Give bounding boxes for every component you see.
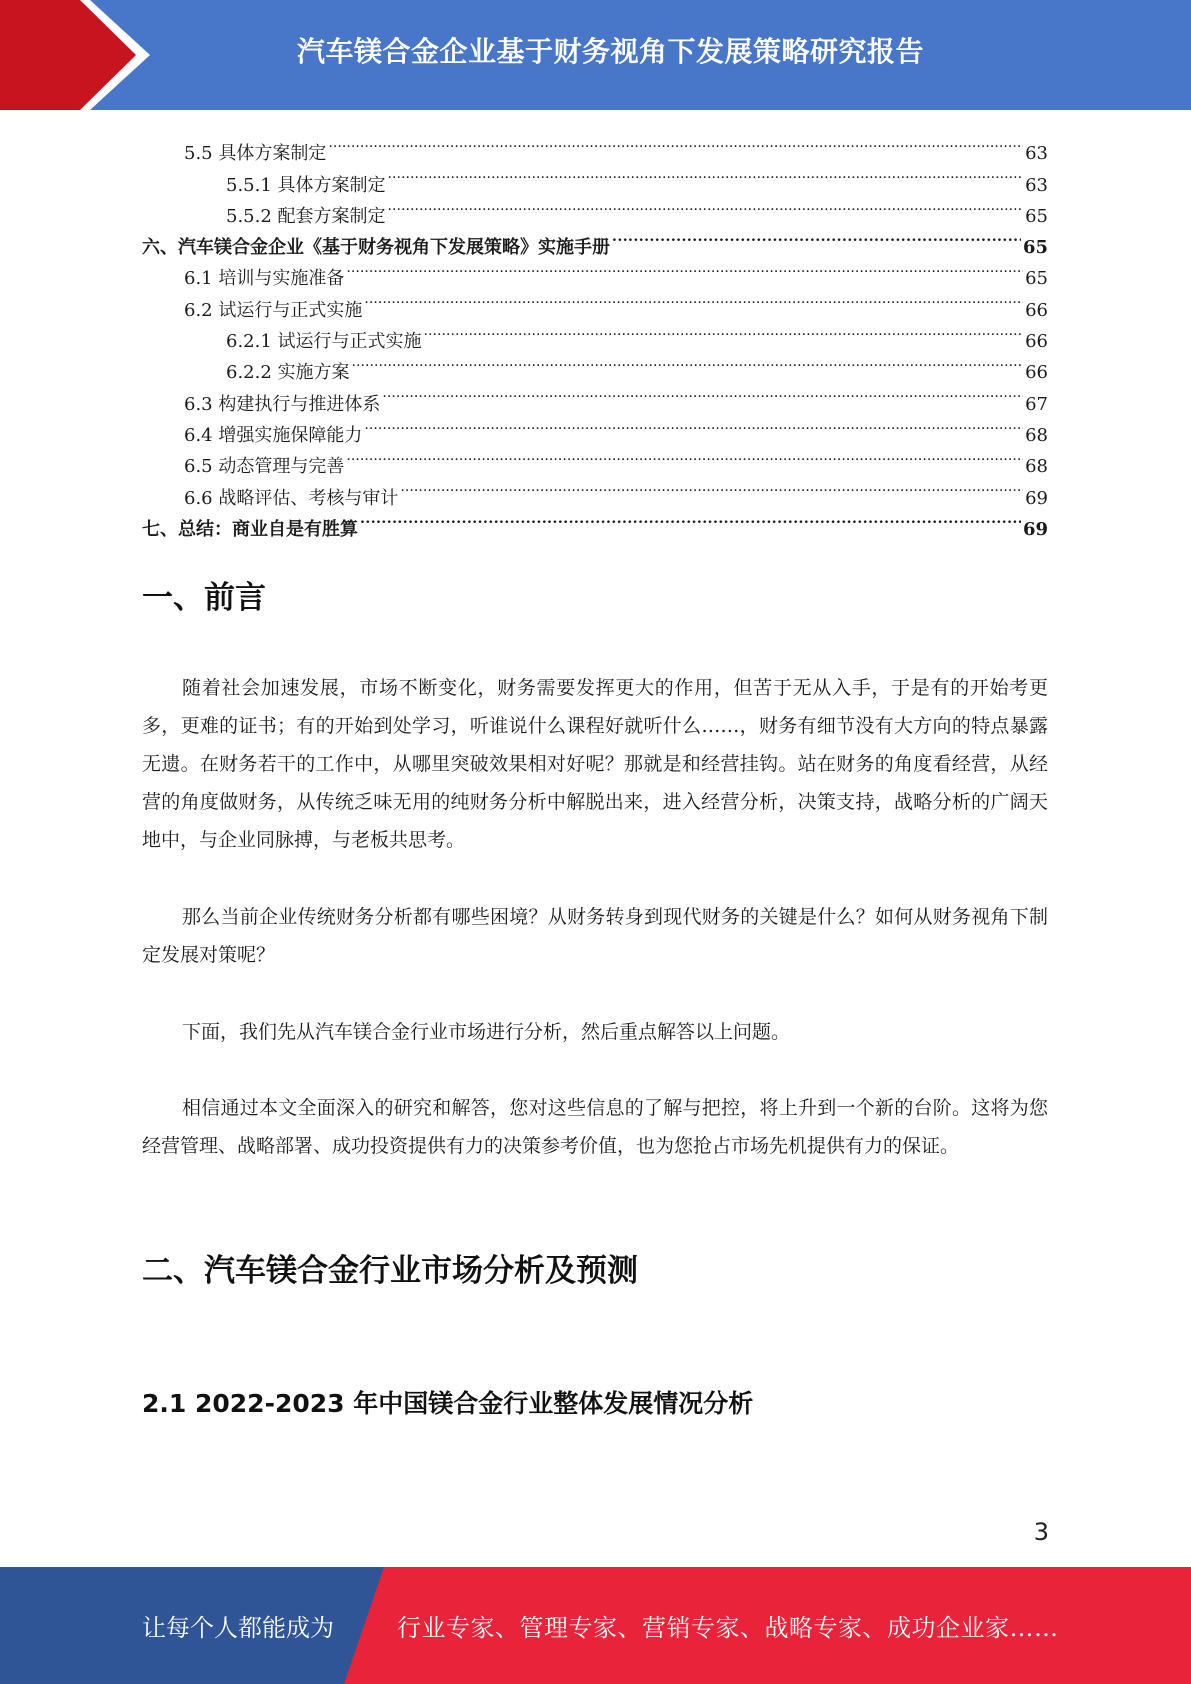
toc-entry-page: 67 bbox=[1025, 393, 1048, 415]
toc-entry-page: 66 bbox=[1025, 362, 1048, 384]
toc-entry-label: 6.3 构建执行与推进体系 bbox=[184, 393, 381, 415]
paragraph: 下面，我们先从汽车镁合金行业市场进行分析，然后重点解答以上问题。 bbox=[182, 1021, 791, 1043]
toc-entry-page: 66 bbox=[1025, 331, 1048, 353]
toc-dot-leader bbox=[424, 316, 1024, 347]
subsection-heading: 2.1 2022-2023 年中国镁合金行业整体发展情况分析 bbox=[142, 1389, 754, 1418]
toc-entry-label: 七、总结：商业自是有胜算 bbox=[142, 518, 358, 540]
report-title: 汽车镁合金企业基于财务视角下发展策略研究报告 bbox=[296, 35, 924, 68]
toc-dot-leader bbox=[382, 378, 1023, 409]
toc-entry-label: 6.1 培训与实施准备 bbox=[184, 268, 345, 290]
chevron-arrow-icon bbox=[0, 0, 150, 110]
toc-entry-label: 6.4 增强实施保障能力 bbox=[184, 424, 363, 446]
toc-dot-leader bbox=[388, 191, 1024, 222]
toc-dot-leader bbox=[328, 128, 1023, 159]
toc-entry-label: 6.2.1 试运行与正式实施 bbox=[226, 331, 422, 353]
toc-dot-leader bbox=[388, 159, 1024, 190]
toc-entry-label: 6.5 动态管理与完善 bbox=[184, 456, 345, 478]
toc-entry-label: 6.2.2 实施方案 bbox=[226, 362, 350, 384]
toc-entry-page: 65 bbox=[1025, 268, 1048, 290]
footer-banner bbox=[0, 1567, 1191, 1684]
toc-dot-leader bbox=[352, 347, 1024, 378]
header-banner bbox=[0, 0, 1191, 110]
toc-entry-label: 5.5.2 配套方案制定 bbox=[226, 205, 386, 227]
toc-entry-label: 5.5 具体方案制定 bbox=[184, 143, 327, 165]
page-number: 3 bbox=[1033, 1518, 1049, 1546]
toc-dot-leader bbox=[400, 472, 1023, 503]
toc-dot-leader bbox=[346, 253, 1023, 284]
paragraph: 那么当前企业传统财务分析都有哪些困境？从财务转身到现代财务的关键是什么？如何从财务视角下制定发展对策呢？ bbox=[142, 906, 1048, 966]
section-heading-preface: 一、前言 bbox=[142, 580, 266, 616]
toc-entry-page: 63 bbox=[1025, 174, 1048, 196]
toc-entry-page: 65 bbox=[1025, 205, 1048, 227]
toc-dot-leader bbox=[364, 284, 1023, 315]
toc-dot-leader bbox=[346, 441, 1023, 472]
table-of-contents bbox=[142, 128, 1048, 540]
footer-slogan-left: 让每个人都能成为 bbox=[142, 1614, 334, 1642]
toc-entry-page: 68 bbox=[1025, 456, 1048, 478]
toc-dot-leader bbox=[360, 504, 1021, 535]
toc-entry-page: 68 bbox=[1025, 424, 1048, 446]
toc-dot-leader bbox=[612, 222, 1021, 253]
toc-entry-page: 66 bbox=[1025, 299, 1048, 321]
toc-entry-page: 69 bbox=[1022, 518, 1048, 540]
toc-dot-leader bbox=[364, 410, 1023, 441]
toc-entry-page: 69 bbox=[1025, 487, 1048, 509]
toc-entry[interactable] bbox=[142, 128, 1048, 165]
toc-entry-label: 6.6 战略评估、考核与审计 bbox=[184, 487, 399, 509]
toc-entry-page: 65 bbox=[1022, 237, 1048, 259]
paragraph: 相信通过本文全面深入的研究和解答，您对这些信息的了解与把控，将上升到一个新的台阶。这将为您经营管理、战略部署、成功投资提供有力的决策参考价值，也为您抢占市场先机提供有力的保证。 bbox=[142, 1097, 1048, 1157]
toc-entry-label: 6.2 试运行与正式实施 bbox=[184, 299, 363, 321]
toc-entry-page: 63 bbox=[1025, 143, 1048, 165]
footer-slogan-right: 行业专家、管理专家、营销专家、战略专家、成功企业家…… bbox=[397, 1614, 1059, 1642]
toc-entry-label: 六、汽车镁合金企业《基于财务视角下发展策略》实施手册 bbox=[142, 237, 610, 259]
toc-entry-label: 5.5.1 具体方案制定 bbox=[226, 174, 386, 196]
section-heading-market: 二、汽车镁合金行业市场分析及预测 bbox=[142, 1253, 638, 1289]
paragraph: 随着社会加速发展，市场不断变化，财务需要发挥更大的作用，但苦于无从入手，于是有的开始考更多，更难的证书；有的开始到处学习，听谁说什么课程好就听什么……，财务有细节没有大方向的特点暴露无遗。在财务若干的工作中，从哪里突破效果相对好呢？那就是和经营挂钩。站在财务的角度看经营，从经营的角度做财务，从传统乏味无用的纯财务分析中解脱出来，进入经营分析，决策支持，战略分析的广阔天地中，与企业同脉搏，与老板共思考。 bbox=[142, 677, 1048, 851]
